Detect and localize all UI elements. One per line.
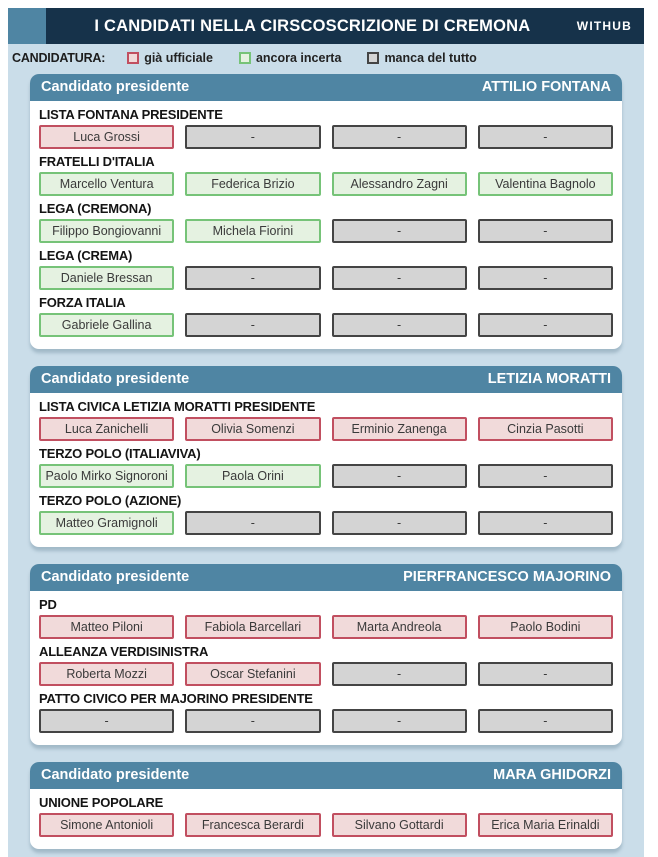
candidate-name: -: [543, 318, 548, 332]
section-header-label: Candidato presidente: [41, 767, 190, 783]
candidate-box: [478, 417, 613, 441]
legend-label: CANDIDATURA:: [12, 50, 106, 65]
candidate-name: -: [397, 318, 402, 332]
candidate-box: [185, 172, 320, 196]
candidate-name: Erminio Zanenga: [351, 422, 447, 436]
party-name: PD: [39, 597, 57, 612]
candidate-name: Erica Maria Erinaldi: [491, 818, 600, 832]
section-card: [30, 564, 622, 745]
candidate-box: [185, 125, 320, 149]
candidate-name: -: [543, 224, 548, 238]
candidate-name: -: [397, 469, 402, 483]
party-list: [39, 492, 613, 535]
legend: [8, 44, 644, 71]
candidates-row: [39, 172, 613, 196]
candidate-box: [332, 266, 467, 290]
candidate-box: [39, 125, 174, 149]
party-list: [39, 153, 613, 196]
candidates-row: [39, 709, 613, 733]
candidate-box: [478, 125, 613, 149]
candidate-box: [478, 615, 613, 639]
legend-item-official: [127, 51, 213, 65]
title-bar: [8, 8, 644, 44]
candidates-row: [39, 125, 613, 149]
candidate-name: -: [543, 469, 548, 483]
candidate-name: -: [104, 714, 109, 728]
candidate-box: [185, 511, 320, 535]
candidate-name: Oscar Stefanini: [210, 667, 296, 681]
candidate-name: Fabiola Barcellari: [204, 620, 302, 634]
candidate-name: Olivia Somenzi: [211, 422, 295, 436]
party-name: UNIONE POPOLARE: [39, 795, 164, 810]
candidates-row: [39, 662, 613, 686]
president-name: LETIZIA MORATTI: [487, 371, 611, 387]
candidates-row: [39, 417, 613, 441]
candidate-box: [185, 219, 320, 243]
candidate-name: -: [397, 714, 402, 728]
candidate-box: [478, 662, 613, 686]
candidate-name: -: [543, 714, 548, 728]
candidate-name: -: [397, 224, 402, 238]
candidate-name: Alessandro Zagni: [350, 177, 448, 191]
legend-item-label: già ufficiale: [144, 50, 213, 65]
party-list: [39, 596, 613, 639]
section-body: [30, 789, 622, 849]
candidate-name: -: [250, 516, 255, 530]
candidate-box: [478, 266, 613, 290]
section-header-label: Candidato presidente: [41, 569, 190, 585]
candidate-box: [332, 125, 467, 149]
candidate-box: [185, 709, 320, 733]
candidate-box: [332, 313, 467, 337]
uncertain-swatch-icon: [239, 52, 251, 64]
candidate-box: [185, 813, 320, 837]
page-title: I CANDIDATI NELLA CIRSCOSCRIZIONE DI CREMONA: [94, 16, 531, 35]
candidate-name: -: [250, 714, 255, 728]
party-name: LISTA FONTANA PRESIDENTE: [39, 107, 223, 122]
section-card: [30, 762, 622, 849]
candidates-row: [39, 615, 613, 639]
candidate-box: [185, 615, 320, 639]
section-header: [30, 762, 622, 789]
candidate-name: -: [397, 271, 402, 285]
candidates-row: [39, 813, 613, 837]
candidate-box: [478, 313, 613, 337]
candidate-box: [39, 313, 174, 337]
party-name: ALLEANZA VERDISINISTRA: [39, 644, 209, 659]
candidate-name: Cinzia Pasotti: [507, 422, 584, 436]
party-list: [39, 398, 613, 441]
candidate-name: Marcello Ventura: [59, 177, 154, 191]
candidate-box: [39, 511, 174, 535]
candidate-name: Paola Orini: [221, 469, 284, 483]
party-list: [39, 643, 613, 686]
candidate-box: [39, 813, 174, 837]
candidate-name: Roberta Mozzi: [66, 667, 147, 681]
party-name: LEGA (CREMA): [39, 248, 133, 263]
candidate-name: Gabriele Gallina: [61, 318, 152, 332]
title-main-bar: [46, 8, 644, 44]
party-name: FORZA ITALIA: [39, 295, 126, 310]
candidate-name: Valentina Bagnolo: [495, 177, 596, 191]
candidate-name: -: [397, 130, 402, 144]
candidate-box: [39, 615, 174, 639]
candidate-box: [185, 417, 320, 441]
party-list: [39, 106, 613, 149]
party-list: [39, 294, 613, 337]
section-body: [30, 393, 622, 547]
candidate-box: [478, 219, 613, 243]
candidate-name: -: [543, 667, 548, 681]
candidate-box: [39, 709, 174, 733]
candidate-name: -: [543, 516, 548, 530]
candidate-name: -: [250, 318, 255, 332]
candidate-name: Filippo Bongiovanni: [52, 224, 162, 238]
section-header: [30, 564, 622, 591]
candidate-name: -: [543, 130, 548, 144]
candidate-name: Luca Zanichelli: [64, 422, 149, 436]
candidate-box: [185, 464, 320, 488]
section-header-label: Candidato presidente: [41, 371, 190, 387]
candidate-name: Matteo Gramignoli: [55, 516, 158, 530]
party-list: [39, 690, 613, 733]
president-name: ATTILIO FONTANA: [481, 79, 611, 95]
candidate-box: [332, 813, 467, 837]
candidates-row: [39, 266, 613, 290]
candidate-box: [332, 615, 467, 639]
president-name: PIERFRANCESCO MAJORINO: [403, 569, 611, 585]
section-header: [30, 74, 622, 101]
section-card: [30, 74, 622, 349]
candidates-row: [39, 219, 613, 243]
candidate-box: [332, 417, 467, 441]
party-name: TERZO POLO (ITALIAVIVA): [39, 446, 201, 461]
candidate-box: [332, 172, 467, 196]
legend-item-uncertain: [239, 51, 341, 65]
candidate-box: [332, 662, 467, 686]
candidate-box: [39, 417, 174, 441]
party-list: [39, 794, 613, 837]
candidate-name: -: [250, 271, 255, 285]
party-list: [39, 200, 613, 243]
candidate-name: Paolo Mirko Signoroni: [45, 469, 168, 483]
candidate-box: [478, 511, 613, 535]
sections-container: [8, 71, 644, 849]
candidates-row: [39, 464, 613, 488]
legend-item-missing: [367, 51, 476, 65]
candidate-box: [478, 464, 613, 488]
section-card: [30, 366, 622, 547]
party-name: FRATELLI D'ITALIA: [39, 154, 155, 169]
candidate-box: [39, 266, 174, 290]
candidate-name: Luca Grossi: [73, 130, 140, 144]
candidate-box: [332, 219, 467, 243]
party-name: LISTA CIVICA LETIZIA MORATTI PRESIDENTE: [39, 399, 316, 414]
president-name: MARA GHIDORZI: [493, 767, 611, 783]
candidate-name: Francesca Berardi: [201, 818, 304, 832]
candidate-box: [478, 813, 613, 837]
candidate-name: Federica Brizio: [211, 177, 295, 191]
candidates-row: [39, 313, 613, 337]
candidate-name: Paolo Bodini: [510, 620, 581, 634]
candidate-box: [185, 266, 320, 290]
candidate-box: [478, 709, 613, 733]
accent-square: [8, 8, 46, 44]
section-header-label: Candidato presidente: [41, 79, 190, 95]
candidate-name: -: [397, 667, 402, 681]
candidate-box: [185, 313, 320, 337]
legend-item-label: manca del tutto: [384, 50, 477, 65]
candidate-name: Matteo Piloni: [70, 620, 143, 634]
missing-swatch-icon: [367, 52, 379, 64]
candidate-box: [478, 172, 613, 196]
candidate-box: [39, 662, 174, 686]
candidate-name: Michela Fiorini: [212, 224, 294, 238]
candidate-name: -: [397, 516, 402, 530]
party-list: [39, 247, 613, 290]
party-name: LEGA (CREMONA): [39, 201, 152, 216]
party-list: [39, 445, 613, 488]
official-swatch-icon: [127, 52, 139, 64]
section-body: [30, 591, 622, 745]
candidate-name: Simone Antonioli: [60, 818, 154, 832]
candidate-name: Marta Andreola: [356, 620, 442, 634]
candidate-box: [332, 464, 467, 488]
candidate-box: [39, 464, 174, 488]
candidate-name: Daniele Bressan: [60, 271, 153, 285]
candidate-name: -: [250, 130, 255, 144]
legend-item-label: ancora incerta: [255, 50, 342, 65]
candidates-row: [39, 511, 613, 535]
candidate-box: [185, 662, 320, 686]
withub-logo: WITHUB: [576, 19, 632, 33]
candidate-name: -: [543, 271, 548, 285]
candidate-box: [332, 709, 467, 733]
party-name: PATTO CIVICO PER MAJORINO PRESIDENTE: [39, 691, 313, 706]
party-name: TERZO POLO (AZIONE): [39, 493, 182, 508]
infographic-panel: [8, 8, 644, 857]
candidate-box: [39, 219, 174, 243]
candidate-box: [332, 511, 467, 535]
section-body: [30, 101, 622, 349]
section-header: [30, 366, 622, 393]
candidate-name: Silvano Gottardi: [354, 818, 444, 832]
candidate-box: [39, 172, 174, 196]
